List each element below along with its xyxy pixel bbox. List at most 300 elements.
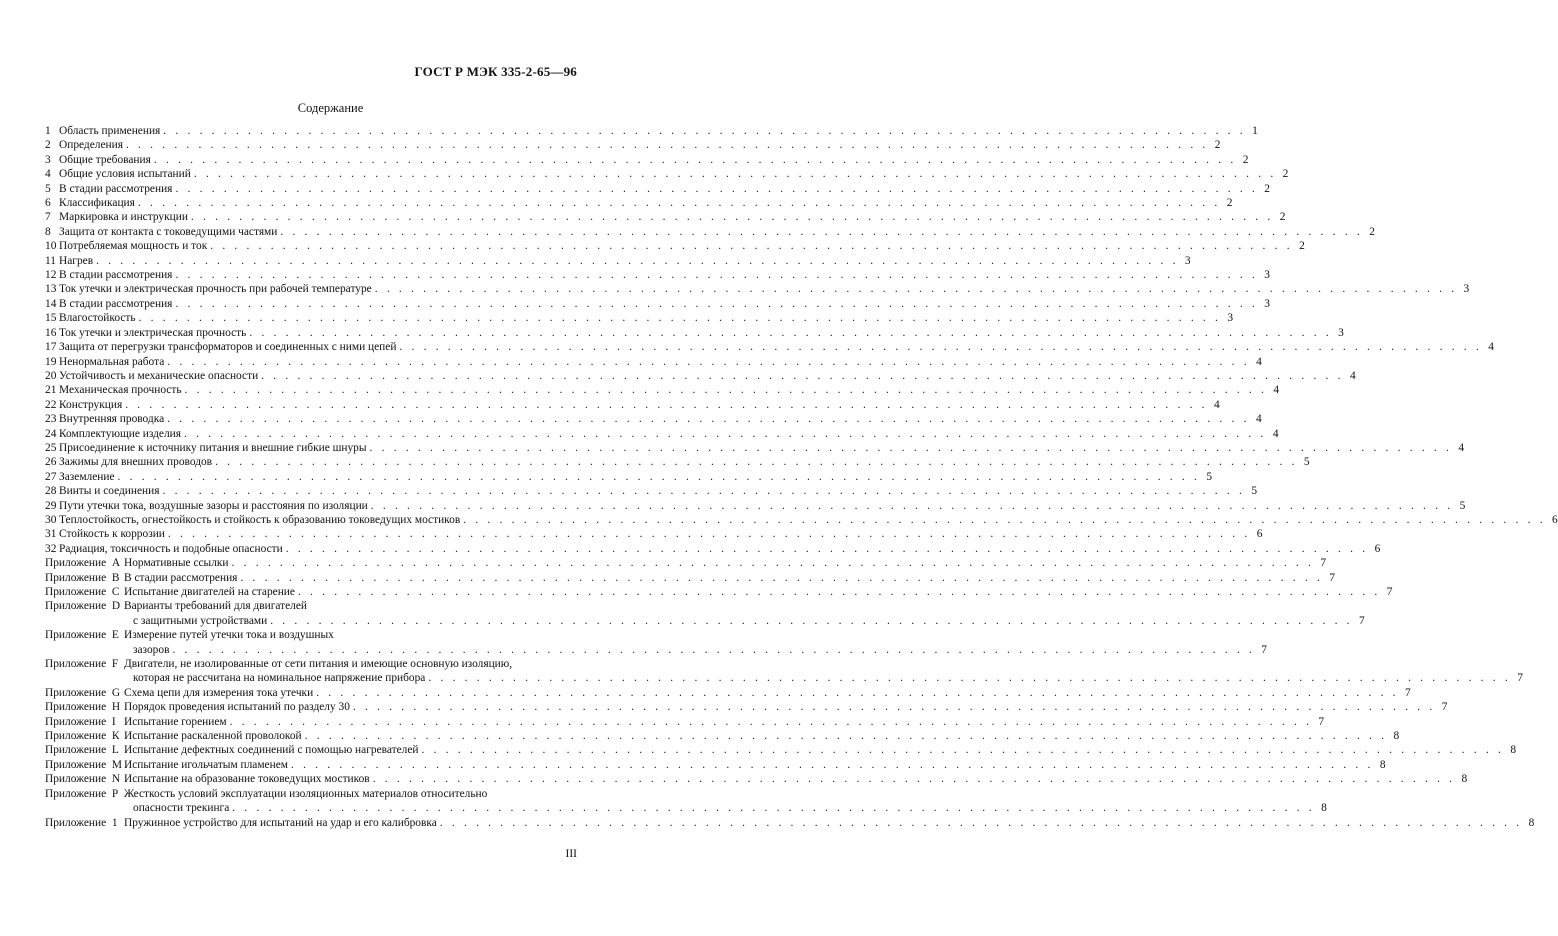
toc-entry-title: Радиация, токсичность и подобные опасности — [59, 542, 283, 555]
toc-page-number: 8 — [1321, 802, 1327, 815]
toc-entry-title: Устойчивость и механические опасности — [59, 369, 259, 382]
toc-page-number: 4 — [1255, 413, 1262, 426]
toc-annex-label — [45, 816, 437, 830]
toc-entry-label — [45, 513, 460, 527]
toc-entry-number: 7 — [45, 211, 51, 224]
toc-annex-prefix — [45, 700, 124, 714]
toc-annex-title: Схема цепи для измерения тока утечки — [124, 686, 314, 699]
toc-leader-dots: . . . . . . . . . . . . . . . . . . . . . . . . . . . . . . . . . . . . . . . . . . . . . . . . . . . . . . . . . . . . . . . . . . . . . . . . . . . . . . . . . . . . . . . . . . — [399, 341, 1482, 354]
toc-entry-number: 2 — [45, 139, 51, 152]
toc-annex[interactable] — [45, 772, 1468, 786]
toc-annex[interactable] — [45, 657, 1523, 686]
toc-annex-title: Испытание двигателей на старение — [124, 586, 295, 598]
toc-entry[interactable] — [45, 470, 1213, 484]
toc-annex-line — [45, 686, 1411, 700]
toc-annex-label — [45, 658, 512, 670]
toc-entry-number: 1 — [45, 125, 51, 137]
toc-entry-title: Определения — [59, 139, 123, 152]
toc-entry-label — [45, 196, 135, 210]
toc-page-number: 3 — [1338, 326, 1344, 339]
toc-entry-number: 10 — [45, 240, 57, 253]
toc-entry-title: Внутренняя проводка — [59, 413, 165, 426]
toc-entry-title: Теплостойкость, огнестойкость и стойкость к образованию токоведущих мостиков — [59, 513, 461, 526]
toc-entry-number: 19 — [45, 355, 57, 368]
toc-leader-dots: . . . . . . . . . . . . . . . . . . . . . . . . . . . . . . . . . . . . . . . . . . . . . . . . . . . . . . . . . . . . . . . . . . . . . . . . . . . . . . . . . . . . . . . . . . — [163, 125, 1246, 137]
toc-annex[interactable] — [45, 700, 1448, 714]
toc-page-number: 8 — [1393, 730, 1400, 743]
toc-leader-dots: . . . . . . . . . . . . . . . . . . . . . . . . . . . . . . . . . . . . . . . . . . . . . . . . . . . . . . . . . . . . . . . . . . . . . . . . . . . . . . . . . . . . . . . . . . — [190, 211, 1274, 224]
toc-entry-number: 26 — [45, 456, 57, 469]
toc-leader-dots: . . . . . . . . . . . . . . . . . . . . . . . . . . . . . . . . . . . . . . . . . . . . . . . . . . . . . . . . . . . . . . . . . . . . . . . . . . . . . . . . . . . . . . . . . . — [352, 701, 1436, 714]
toc-annex[interactable] — [45, 571, 1335, 585]
toc-leader-dots: . . . . . . . . . . . . . . . . . . . . . . . . . . . . . . . . . . . . . . . . . . . . . . . . . . . . . . . . . . . . . . . . . . . . . . . . . . . . . . . . . . . . . . . . . . — [304, 730, 1388, 743]
toc-page-number: 1 — [1252, 125, 1258, 137]
annex-letter: G — [111, 686, 121, 699]
toc-leader-dots: . . . . . . . . . . . . . . . . . . . . . . . . . . . . . . . . . . . . . . . . . . . . . . . . . . . . . . . . . . . . . . . . . . . . . . . . . . . . . . . . . . . . . . . . . . — [370, 499, 1454, 512]
toc-annex[interactable] — [45, 599, 1365, 628]
annex-letter: С — [111, 586, 120, 598]
toc-entry-label — [45, 499, 368, 513]
toc-entry[interactable] — [45, 153, 1249, 167]
toc-leader-dots: . . . . . . . . . . . . . . . . . . . . . . . . . . . . . . . . . . . . . . . . . . . . . . . . . . . . . . . . . . . . . . . . . . . . . . . . . . . . . . . . . . . . . . . . . . — [280, 225, 1363, 238]
toc-page-number: 7 — [1329, 571, 1335, 584]
toc-leader-dots: . . . . . . . . . . . . . . . . . . . . . . . . . . . . . . . . . . . . . . . . . . . . . . . . . . . . . . . . . . . . . . . . . . . . . . . . . . . . . . . . . . . . . . . . . . — [249, 326, 1332, 339]
toc-entry-number: 25 — [45, 441, 57, 454]
toc-entry-number: 22 — [45, 398, 57, 411]
toc-entry[interactable] — [45, 297, 1270, 311]
toc-entry-number: 30 — [45, 513, 57, 526]
toc-entry[interactable] — [45, 369, 1356, 383]
annex-letter: 1 — [111, 816, 118, 829]
toc-entry-title: Нагрев — [59, 254, 94, 267]
toc-entry-label — [45, 326, 246, 340]
toc-leader-dots: . . . . . . . . . . . . . . . . . . . . . . . . . . . . . . . . . . . . . . . . . . . . . . . . . . . . . . . . . . . . . . . . . . . . . . . . . . . . . . . . . . . . . . . . . . — [193, 168, 1277, 181]
toc-leader-dots: . . . . . . . . . . . . . . . . . . . . . . . . . . . . . . . . . . . . . . . . . . . . . . . . . . . . . . . . . . . . . . . . . . . . . . . . . . . . . . . . . . . . . . . . . . — [421, 744, 1505, 757]
toc-entry-title: Механическая прочность — [59, 384, 182, 397]
toc-page-number: 7 — [1441, 701, 1448, 714]
toc-entry-number: 21 — [45, 384, 57, 397]
toc-page-number: 7 — [1320, 557, 1327, 570]
toc-page-number: 8 — [1528, 816, 1535, 829]
toc-annex[interactable] — [45, 556, 1327, 570]
toc-entry-title: Заземление — [59, 470, 115, 483]
toc-annex-line — [45, 643, 1267, 657]
toc-entry-number: 13 — [45, 283, 57, 296]
toc-entry-label — [45, 225, 277, 239]
toc-entry-title: Винты и соединения — [59, 485, 160, 498]
toc-annex-label — [45, 772, 370, 786]
toc-annex-line — [45, 657, 572, 671]
toc-entry[interactable] — [45, 182, 1270, 196]
toc-annex-title: Варианты требований для двигателей — [124, 600, 307, 613]
toc-entry-number: 8 — [45, 225, 51, 238]
toc-entry-number: 17 — [45, 341, 57, 354]
toc-entry-label — [45, 167, 191, 181]
toc-annex-line — [45, 801, 1327, 815]
toc-entry-label — [45, 383, 182, 397]
toc-leader-dots: . . . . . . . . . . . . . . . . . . . . . . . . . . . . . . . . . . . . . . . . . . . . . . . . . . . . . . . . . . . . . . . . . . . . . . . . . . . . . . . . . . . . . . . . . . — [215, 456, 1298, 469]
toc-entry-title: Общие условия испытаний — [59, 168, 191, 181]
toc-annex-label — [45, 743, 419, 757]
toc-page-number: 8 — [1510, 744, 1517, 757]
toc-page-number: 4 — [1256, 355, 1262, 368]
annex-letter: L — [111, 744, 119, 757]
toc-entry[interactable] — [45, 383, 1280, 397]
annex-word: Приложение — [45, 773, 107, 786]
toc-annex-label — [45, 788, 487, 800]
toc-page-number: 2 — [1214, 139, 1221, 152]
toc-annex-label — [45, 629, 334, 641]
toc-leader-dots: . . . . . . . . . . . . . . . . . . . . . . . . . . . . . . . . . . . . . . . . . . . . . . . . . . . . . . . . . . . . . . . . . . . . . . . . . . . . . . . . . . . . . . . . . . — [162, 485, 1246, 498]
toc-annex-prefix — [45, 686, 124, 700]
toc-page-number: 8 — [1379, 758, 1386, 771]
toc-entry-label — [45, 282, 372, 296]
toc-page-number: 7 — [1261, 643, 1267, 656]
annex-letter: D — [111, 600, 121, 613]
toc-annex-title: опасности трекинга — [133, 802, 230, 815]
toc-entry-label — [45, 398, 122, 412]
toc-leader-dots: . . . . . . . . . . . . . . . . . . . . . . . . . . . . . . . . . . . . . . . . . . . . . . . . . . . . . . . . . . . . . . . . . . . . . . . . . . . . . . . . . . . . . . . . . . — [290, 758, 1374, 771]
toc-annex-title: Жесткость условий эксплуатации изоляционных материалов относительно — [124, 787, 488, 800]
toc-title: Содержание — [297, 101, 364, 115]
toc-annex[interactable] — [45, 743, 1517, 757]
toc-annex[interactable] — [45, 787, 1327, 816]
toc-annex-prefix — [45, 772, 124, 786]
toc-leader-dots: . . . . . . . . . . . . . . . . . . . . . . . . . . . . . . . . . . . . . . . . . . . . . . . . . . . . . . . . . . . . . . . . . . . . . . . . . . . . . . . . . . . . . . . . . . — [184, 427, 1267, 440]
toc-annex[interactable] — [45, 729, 1400, 743]
toc-annex-prefix — [45, 599, 124, 613]
toc-entry-title: Потребляемая мощность и ток — [59, 240, 208, 253]
toc-leader-dots: . . . . . . . . . . . . . . . . . . . . . . . . . . . . . . . . . . . . . . . . . . . . . . . . . . . . . . . . . . . . . . . . . . . . . . . . . . . . . . . . . . . . . . . . . . — [372, 773, 1456, 786]
toc-entry-label — [45, 254, 93, 268]
toc-leader-dots: . . . . . . . . . . . . . . . . . . . . . . . . . . . . . . . . . . . . . . . . . . . . . . . . . . . . . . . . . . . . . . . . . . . . . . . . . . . . . . . . . . . . . . . . . . — [96, 254, 1179, 267]
toc-annex-label — [45, 600, 307, 612]
toc-page-number: 2 — [1369, 225, 1375, 238]
toc-annex[interactable] — [45, 715, 1325, 729]
toc-entry[interactable] — [45, 542, 1381, 556]
toc-page-number: 2 — [1242, 153, 1249, 166]
toc-entry-number: 14 — [45, 297, 57, 310]
toc-annex-line — [45, 743, 1517, 757]
toc-entry[interactable] — [45, 282, 1470, 296]
toc-leader-dots: . . . . . . . . . . . . . . . . . . . . . . . . . . . . . . . . . . . . . . . . . . . . . . . . . . . . . . . . . . . . . . . . . . . . . . . . . . . . . . . . . . . . . . . . . . — [428, 672, 1511, 685]
toc-annex[interactable] — [45, 628, 1267, 657]
toc-leader-dots: . . . . . . . . . . . . . . . . . . . . . . . . . . . . . . . . . . . . . . . . . . . . . . . . . . . . . . . . . . . . . . . . . . . . . . . . . . . . . . . . . . . . . . . . . . — [137, 197, 1221, 210]
toc-annex-prefix — [45, 787, 124, 801]
toc-entry[interactable] — [45, 499, 1466, 513]
toc-annex-prefix — [45, 715, 124, 729]
toc-annex-line — [45, 599, 572, 613]
toc-entry-label — [45, 124, 160, 138]
toc-annex-line — [45, 556, 1327, 570]
toc-entry-label — [45, 470, 115, 484]
document-code-header: ГОСТ Р МЭК 335-2-65—96 — [414, 64, 577, 79]
toc-entry[interactable] — [45, 412, 1262, 426]
toc-page-number: 2 — [1279, 211, 1286, 224]
toc-entry-label — [45, 340, 396, 354]
toc-page-number: 2 — [1299, 240, 1305, 253]
annex-word: Приложение — [45, 744, 107, 757]
toc-entry-title: Защита от контакта с токоведущими частями — [59, 225, 278, 238]
toc-leader-dots: . . . . . . . . . . . . . . . . . . . . . . . . . . . . . . . . . . . . . . . . . . . . . . . . . . . . . . . . . . . . . . . . . . . . . . . . . . . . . . . . . . . . . . . . . . — [167, 528, 1251, 541]
toc-page-number: 2 — [1264, 182, 1270, 195]
toc-entry-label — [45, 369, 258, 383]
toc-entry[interactable] — [45, 124, 1258, 138]
annex-letter: М — [111, 758, 122, 771]
table-of-contents — [45, 124, 1558, 830]
toc-annex-line — [45, 700, 1448, 714]
toc-leader-dots: . . . . . . . . . . . . . . . . . . . . . . . . . . . . . . . . . . . . . . . . . . . . . . . . . . . . . . . . . . . . . . . . . . . . . . . . . . . . . . . . . . . . . . . . . . — [316, 686, 1399, 699]
toc-entry-label — [45, 297, 172, 311]
toc-entry-number: 28 — [45, 485, 57, 498]
toc-page-number: 5 — [1251, 485, 1258, 498]
toc-page-number: 3 — [1264, 297, 1270, 310]
toc-annex-title: Измерение путей утечки тока и воздушных — [124, 629, 334, 642]
toc-leader-dots: . . . . . . . . . . . . . . . . . . . . . . . . . . . . . . . . . . . . . . . . . . . . . . . . . . . . . . . . . . . . . . . . . . . . . . . . . . . . . . . . . . . . . . . . . . — [210, 240, 1293, 253]
toc-entry[interactable] — [45, 167, 1289, 181]
toc-entry[interactable] — [45, 268, 1270, 282]
toc-entry-title: Ток утечки и электрическая прочность — [59, 326, 247, 339]
annex-letter: Н — [111, 701, 121, 714]
toc-page-number: 4 — [1488, 341, 1494, 354]
toc-annex-prefix — [45, 816, 124, 830]
toc-entry-number: 24 — [45, 427, 57, 440]
toc-page-number: 2 — [1226, 197, 1233, 210]
toc-entry-title: Защита от перегрузки трансформаторов и соединенных с ними цепей — [59, 341, 397, 354]
annex-letter: F — [111, 658, 119, 671]
toc-entry[interactable] — [45, 513, 1558, 527]
toc-entry-label — [45, 484, 159, 498]
toc-annex-line — [45, 571, 1335, 585]
toc-entry-title: Влагостойкость — [59, 312, 136, 325]
toc-page-number: 3 — [1184, 254, 1191, 267]
toc-page-number: 5 — [1459, 499, 1466, 512]
toc-leader-dots: . . . . . . . . . . . . . . . . . . . . . . . . . . . . . . . . . . . . . . . . . . . . . . . . . . . . . . . . . . . . . . . . . . . . . . . . . . . . . . . . . . . . . . . . . . — [117, 470, 1201, 483]
toc-annex-title: которая не рассчитана на номинальное напряжение прибора — [133, 672, 426, 685]
toc-entry-title: Стойкость к коррозии — [59, 528, 165, 541]
toc-entry[interactable] — [45, 355, 1262, 369]
toc-entry[interactable] — [45, 427, 1279, 441]
annex-letter: N — [111, 773, 121, 786]
toc-leader-dots: . . . . . . . . . . . . . . . . . . . . . . . . . . . . . . . . . . . . . . . . . . . . . . . . . . . . . . . . . . . . . . . . . . . . . . . . . . . . . . . . . . . . . . . . . . — [125, 139, 1209, 152]
annex-letter: Р — [111, 787, 119, 800]
toc-annex-title: Испытание на образование токоведущих мостиков — [124, 773, 370, 786]
toc-entry-number: 4 — [45, 168, 51, 181]
toc-annex-line — [45, 772, 1468, 786]
toc-entry-number: 15 — [45, 312, 57, 325]
toc-entry-title: Присоединение к источнику питания и внешние гибкие шнуры — [59, 441, 367, 454]
toc-page-number: 3 — [1264, 269, 1270, 282]
toc-entry-label — [45, 153, 151, 167]
toc-entry-label — [45, 239, 207, 253]
toc-leader-dots: . . . . . . . . . . . . . . . . . . . . . . . . . . . . . . . . . . . . . . . . . . . . . . . . . . . . . . . . . . . . . . . . . . . . . . . . . . . . . . . . . . . . . . . . . . — [175, 182, 1258, 195]
toc-entry-label — [45, 455, 212, 469]
annex-word: Приложение — [45, 571, 107, 584]
toc-annex-title: с защитными устройствами — [133, 614, 268, 627]
toc-annex-label — [45, 715, 227, 729]
toc-annex-line — [45, 614, 1365, 628]
toc-entry-number: 31 — [45, 528, 57, 541]
toc-entry-label — [45, 441, 367, 455]
toc-entry[interactable] — [45, 225, 1375, 239]
toc-annex-line — [45, 758, 1386, 772]
toc-page-number: 2 — [1282, 168, 1289, 181]
toc-entry-label — [45, 527, 165, 541]
toc-entry[interactable] — [45, 340, 1494, 354]
toc-page-number: 6 — [1256, 528, 1263, 541]
toc-annex-title: Двигатели, не изолированные от сети питания и имеющие основную изоляцию, — [124, 658, 513, 671]
annex-word: Приложение — [45, 715, 107, 728]
toc-leader-dots: . . . . . . . . . . . . . . . . . . . . . . . . . . . . . . . . . . . . . . . . . . . . . . . . . . . . . . . . . . . . . . . . . . . . . . . . . . . . . . . . . . . . . . . . . . — [463, 513, 1546, 526]
toc-leader-dots: . . . . . . . . . . . . . . . . . . . . . . . . . . . . . . . . . . . . . . . . . . . . . . . . . . . . . . . . . . . . . . . . . . . . . . . . . . . . . . . . . . . . . . . . . . — [439, 816, 1523, 829]
annex-word: Приложение — [45, 600, 107, 613]
annex-letter: I — [111, 715, 116, 728]
toc-leader-dots: . . . . . . . . . . . . . . . . . . . . . . . . . . . . . . . . . . . . . . . . . . . . . . . . . . . . . . . . . . . . . . . . . . . . . . . . . . . . . . . . . . . . . . . . . . — [270, 614, 1353, 627]
toc-leader-dots: . . . . . . . . . . . . . . . . . . . . . . . . . . . . . . . . . . . . . . . . . . . . . . . . . . . . . . . . . . . . . . . . . . . . . . . . . . . . . . . . . . . . . . . . . . — [125, 398, 1208, 411]
toc-leader-dots: . . . . . . . . . . . . . . . . . . . . . . . . . . . . . . . . . . . . . . . . . . . . . . . . . . . . . . . . . . . . . . . . . . . . . . . . . . . . . . . . . . . . . . . . . . — [369, 441, 1453, 454]
toc-entry-number: 20 — [45, 369, 57, 382]
toc-entry-number: 5 — [45, 182, 51, 195]
toc-annex-line — [45, 671, 1523, 685]
toc-page-number: 4 — [1350, 369, 1356, 382]
toc-annex[interactable] — [45, 585, 1393, 599]
toc-entry[interactable] — [45, 239, 1305, 253]
toc-entry[interactable] — [45, 455, 1310, 469]
annex-word: Приложение — [45, 787, 107, 800]
toc-entry-number: 27 — [45, 470, 57, 483]
toc-annex-prefix — [45, 556, 124, 570]
toc-annex-title: Порядок проведения испытаний по разделу 30 — [124, 701, 350, 714]
toc-entry-number: 12 — [45, 269, 57, 282]
toc-annex-title: Испытание раскаленной проволокой — [124, 730, 302, 743]
toc-page-number: 5 — [1303, 456, 1310, 469]
toc-annex[interactable] — [45, 686, 1411, 700]
toc-annex[interactable] — [45, 816, 1535, 830]
toc-entry-title: Комплектующие изделия — [59, 427, 181, 440]
toc-annex-prefix — [45, 743, 124, 757]
toc-entry-number: 11 — [45, 254, 56, 267]
toc-entry[interactable] — [45, 254, 1191, 268]
toc-entry-label — [45, 138, 123, 152]
toc-entry-title: Классификация — [59, 197, 135, 210]
toc-entry[interactable] — [45, 398, 1220, 412]
toc-entry-number: 3 — [45, 153, 51, 166]
toc-annex-label — [45, 585, 295, 599]
toc-annex-title: В стадии рассмотрения — [124, 571, 238, 584]
toc-annex-label — [45, 729, 302, 743]
toc-leader-dots: . . . . . . . . . . . . . . . . . . . . . . . . . . . . . . . . . . . . . . . . . . . . . . . . . . . . . . . . . . . . . . . . . . . . . . . . . . . . . . . . . . . . . . . . . . — [232, 802, 1315, 815]
toc-entry[interactable] — [45, 210, 1286, 224]
toc-annex-label — [45, 700, 350, 714]
toc-entry-label — [45, 182, 172, 196]
toc-annex-line — [45, 729, 1400, 743]
toc-entry-title: Область применения — [59, 125, 161, 137]
toc-annex-label — [45, 758, 288, 772]
toc-page-number: 6 — [1552, 513, 1558, 526]
toc-entry-label — [45, 268, 172, 282]
annex-word: Приложение — [45, 816, 107, 829]
toc-annex-label — [45, 571, 237, 585]
toc-page-number: 7 — [1359, 614, 1365, 627]
annex-word: Приложение — [45, 586, 107, 598]
annex-word: Приложение — [45, 557, 107, 570]
toc-entry[interactable] — [45, 196, 1233, 210]
annex-letter: А — [111, 557, 121, 570]
toc-entry-title: Ток утечки и электрическая прочность при рабочей температуре — [59, 283, 372, 296]
toc-entry[interactable] — [45, 138, 1221, 152]
annex-word: Приложение — [45, 629, 107, 642]
toc-annex-title: Пружинное устройство для испытаний на удар и его калибровка — [124, 816, 437, 829]
toc-entry[interactable] — [45, 326, 1344, 340]
toc-entry-number: 6 — [45, 197, 51, 210]
toc-entry-title: Ненормальная работа — [59, 355, 165, 368]
toc-annex-line — [45, 787, 572, 801]
toc-page-number: 4 — [1273, 384, 1280, 397]
toc-entry-title: Конструкция — [59, 398, 123, 411]
toc-entry-title: В стадии рассмотрения — [59, 269, 173, 282]
annex-letter: К — [111, 730, 120, 743]
toc-annex-prefix — [45, 729, 124, 743]
toc-annex-label — [45, 556, 229, 570]
toc-page-number: 4 — [1458, 441, 1465, 454]
toc-entry-title: Зажимы для внешних проводов — [59, 456, 213, 469]
annex-word: Приложение — [45, 758, 107, 771]
page-folio: III — [565, 848, 577, 860]
toc-entry-label — [45, 355, 164, 369]
toc-leader-dots: . . . . . . . . . . . . . . . . . . . . . . . . . . . . . . . . . . . . . . . . . . . . . . . . . . . . . . . . . . . . . . . . . . . . . . . . . . . . . . . . . . . . . . . . . . — [285, 542, 1369, 555]
toc-page-number: 3 — [1227, 312, 1234, 325]
toc-page-number: 7 — [1517, 672, 1523, 685]
toc-page-number: 3 — [1463, 283, 1470, 296]
toc-page-number: 7 — [1386, 586, 1393, 598]
toc-page-number: 4 — [1214, 398, 1220, 411]
toc-entry-label — [45, 427, 181, 441]
toc-entry[interactable] — [45, 527, 1263, 541]
annex-word: Приложение — [45, 686, 107, 699]
toc-leader-dots: . . . . . . . . . . . . . . . . . . . . . . . . . . . . . . . . . . . . . . . . . . . . . . . . . . . . . . . . . . . . . . . . . . . . . . . . . . . . . . . . . . . . . . . . . . — [261, 369, 1344, 382]
toc-entry-label — [45, 412, 164, 426]
toc-entry-number: 16 — [45, 326, 57, 339]
toc-page-number: 6 — [1374, 542, 1381, 555]
toc-annex-label — [45, 686, 313, 700]
toc-leader-dots: . . . . . . . . . . . . . . . . . . . . . . . . . . . . . . . . . . . . . . . . . . . . . . . . . . . . . . . . . . . . . . . . . . . . . . . . . . . . . . . . . . . . . . . . . . — [167, 355, 1250, 368]
toc-annex[interactable] — [45, 758, 1386, 772]
toc-annex-line — [45, 628, 572, 642]
toc-leader-dots: . . . . . . . . . . . . . . . . . . . . . . . . . . . . . . . . . . . . . . . . . . . . . . . . . . . . . . . . . . . . . . . . . . . . . . . . . . . . . . . . . . . . . . . . . . — [167, 413, 1250, 426]
toc-leader-dots: . . . . . . . . . . . . . . . . . . . . . . . . . . . . . . . . . . . . . . . . . . . . . . . . . . . . . . . . . . . . . . . . . . . . . . . . . . . . . . . . . . . . . . . . . . — [297, 586, 1381, 598]
toc-entry[interactable] — [45, 311, 1234, 325]
toc-annex-title: Испытание горением — [124, 715, 227, 728]
toc-entry-label — [45, 210, 188, 224]
toc-entry-title: Общие требования — [59, 153, 151, 166]
toc-annex-line — [45, 816, 1535, 830]
toc-annex-prefix — [45, 758, 124, 772]
toc-annex-line — [45, 715, 1325, 729]
annex-word: Приложение — [45, 730, 107, 743]
toc-entry[interactable] — [45, 484, 1258, 498]
toc-leader-dots: . . . . . . . . . . . . . . . . . . . . . . . . . . . . . . . . . . . . . . . . . . . . . . . . . . . . . . . . . . . . . . . . . . . . . . . . . . . . . . . . . . . . . . . . . . — [231, 557, 1315, 570]
toc-page-number: 5 — [1206, 470, 1213, 483]
toc-annex-title: Испытание дефектных соединений с помощью нагревателей — [124, 744, 419, 757]
toc-page-number: 4 — [1272, 427, 1279, 440]
toc-leader-dots: . . . . . . . . . . . . . . . . . . . . . . . . . . . . . . . . . . . . . . . . . . . . . . . . . . . . . . . . . . . . . . . . . . . . . . . . . . . . . . . . . . . . . . . . . . — [138, 312, 1222, 325]
toc-entry-number: 32 — [45, 542, 57, 555]
toc-annex-prefix — [45, 657, 124, 671]
toc-leader-dots: . . . . . . . . . . . . . . . . . . . . . . . . . . . . . . . . . . . . . . . . . . . . . . . . . . . . . . . . . . . . . . . . . . . . . . . . . . . . . . . . . . . . . . . . . . — [175, 269, 1258, 282]
toc-entry[interactable] — [45, 441, 1465, 455]
annex-word: Приложение — [45, 701, 107, 714]
toc-page-number: 7 — [1318, 715, 1325, 728]
